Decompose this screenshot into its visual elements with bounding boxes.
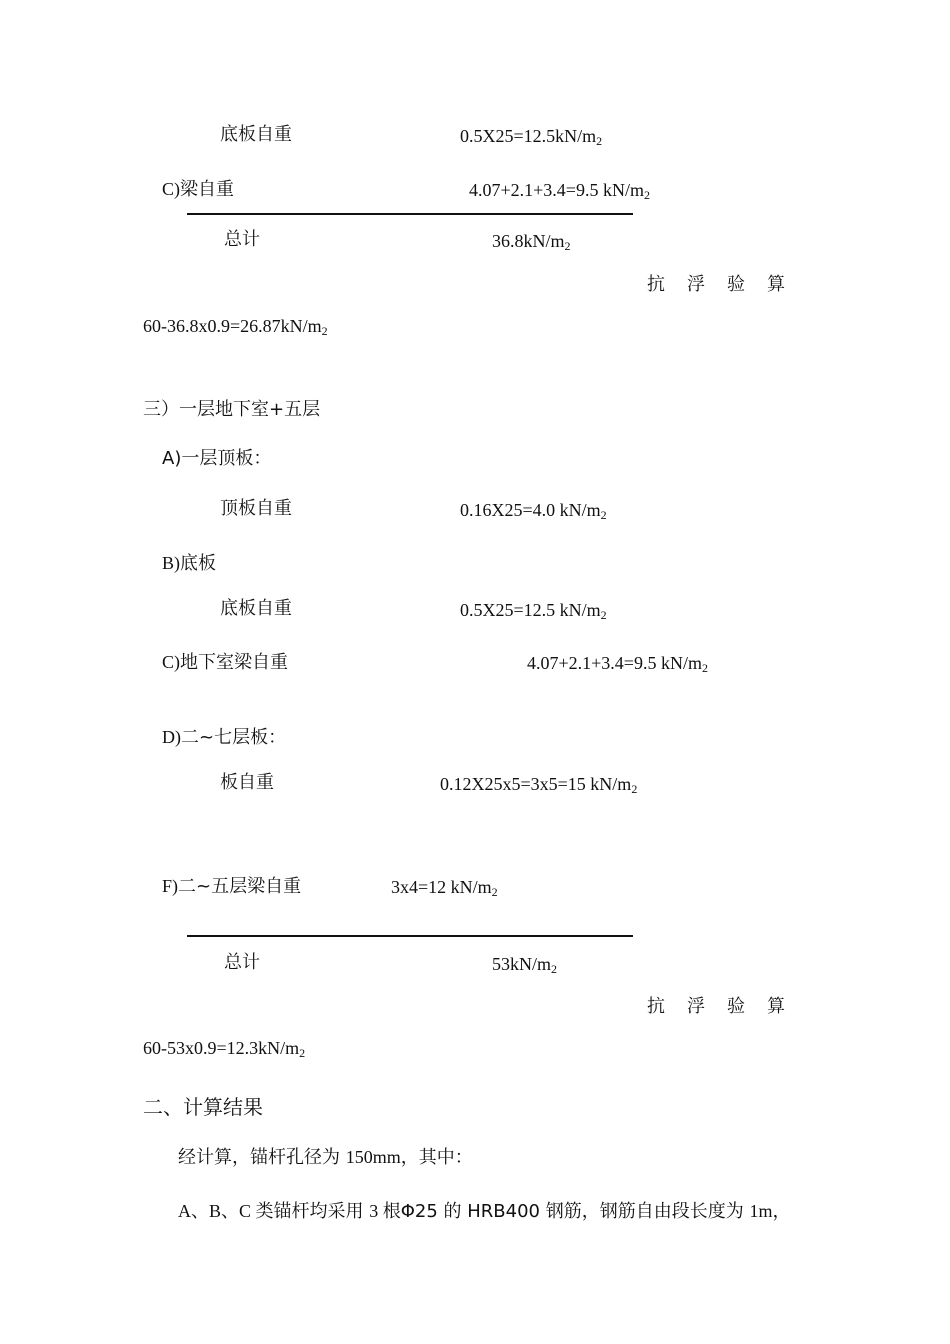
anti-float-check-calc-2: 60-53x0.9=12.3kN/m2	[143, 1038, 306, 1060]
basement-beam-weight-value: 4.07+2.1+3.4=9.5 kN/m2	[527, 653, 708, 675]
total-value: 36.8kN/m2	[492, 231, 571, 253]
item-a-label: A)一层顶板：	[162, 448, 272, 469]
total-value-2: 53kN/m2	[492, 954, 558, 976]
total-label-2: 总计	[224, 952, 260, 973]
beam-weight-value: 4.07+2.1+3.4=9.5 kN/m2	[469, 180, 650, 202]
roof-slab-weight-value: 0.16X25=4.0 kN/m2	[460, 500, 607, 522]
base-slab-weight-label: 底板自重	[220, 598, 292, 619]
floor-slab-weight-value: 0.5X25=12.5kN/m2	[460, 126, 603, 148]
result-paragraph-1: 经计算，锚杆孔径为 150mm，其中：	[178, 1147, 473, 1168]
base-slab-weight-value: 0.5X25=12.5 kN/m2	[460, 600, 607, 622]
basement-beam-weight-label: C)地下室梁自重	[162, 652, 288, 673]
anti-float-check-label: 抗浮验算	[647, 274, 807, 295]
anti-float-check-calc: 60-36.8x0.9=26.87kN/m2	[143, 316, 328, 338]
item-b-label: B)底板	[162, 553, 216, 574]
beam-weight-label: C)梁自重	[162, 179, 234, 200]
upper-beam-weight-value: 3x4=12 kN/m2	[391, 877, 498, 899]
anti-float-check-label-2: 抗浮验算	[647, 996, 807, 1017]
total-divider-2	[187, 935, 633, 937]
calc-results-heading: 二、计算结果	[143, 1095, 263, 1119]
floor-slab-weight-label: 底板自重	[220, 124, 292, 145]
item-f-label: F)二~五层梁自重	[162, 876, 302, 897]
slab-weight-value: 0.12X25x5=3x5=15 kN/m2	[440, 774, 638, 796]
result-paragraph-2: A、B、C 类锚杆均采用 3 根Φ25 的 HRB400 钢筋，钢筋自由段长度为 1m，	[178, 1201, 791, 1222]
roof-slab-weight-label: 顶板自重	[220, 498, 292, 519]
section-three-heading: 三）一层地下室+五层	[143, 399, 321, 420]
total-label: 总计	[224, 229, 260, 250]
total-divider	[187, 213, 633, 215]
slab-weight-label: 板自重	[220, 772, 274, 793]
item-d-label: D)二~七层板：	[162, 727, 287, 748]
